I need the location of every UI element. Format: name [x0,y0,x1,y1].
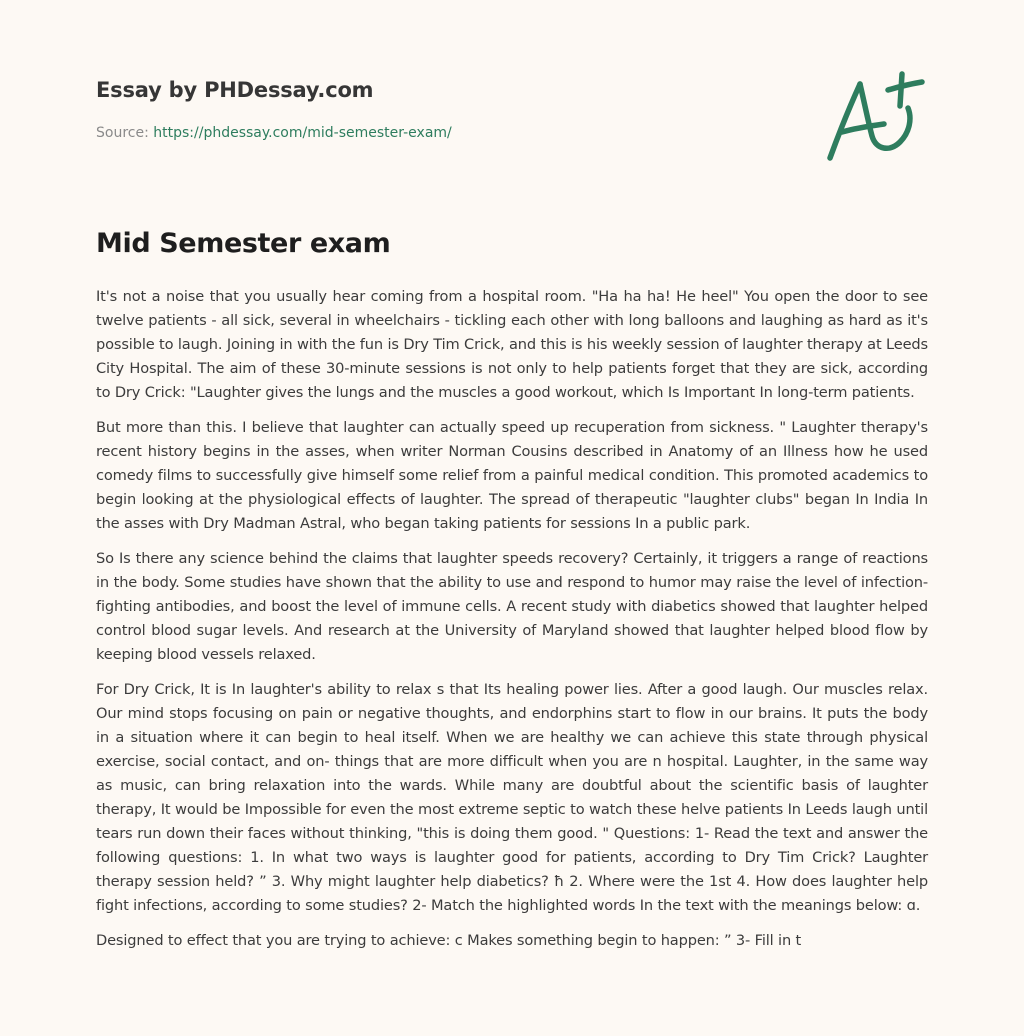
essay-header [96,76,928,142]
a-plus-grade-icon [820,66,930,166]
paragraph: Designed to effect that you are trying to achieve: c Makes something begin to happen: ” 3- Fill in t [96,932,802,949]
paragraph: For Dry Crick, It is In laughter's ability to relax s that Its healing power lies. After a good laugh. Our muscles relax. Our mind stops focusing on pain or negative thoughts, and endorphins start to flow in our brains. It puts the body in a situation where it can begin to heal itself. When we are healthy we can achieve this state through physical exercise, social contact, and on- things that are more difficult when you are n hospital. Laughter, in the same way as music, can bring relaxation into the wards. While many are doubtful about the scientific basis of laughter therapy, It would be Impossible for even the most extreme septic to watch these helve patients In Leeds laugh until tears run down their faces without thinking, "this is doing them good. " Questions: 1- Read the text and answer the following questions: 1. In what two ways is laughter good for patients, according to Dry Tim Crick? Laughter therapy session held? ” 3. Why might laughter help diabetics? ħ 2. Where were the 1st 4. How does laughter help fight infections, according to some studies? 2- Match the highlighted words In the text with the meanings below: ɑ. [96,681,928,914]
source-line [96,124,928,142]
source-label: Source: [96,125,149,141]
paragraph: It's not a noise that you usually hear coming from a hospital room. "Ha ha ha! He heel" You open the door to see twelve patients - all sick, several in wheelchairs - tickling each other with long balloons and laughing as hard as it's possible to laugh. Joining in with the fun is Dry Tim Crick, and this is his weekly session of laughter therapy at Leeds City Hospital. The aim of these 30-minute sessions is not only to help patients forget that they are sick, according to Dry Crick: "Laughter gives the lungs and the muscles a good workout, which Is Important In long-term patients. [96,288,928,401]
paragraph: So Is there any science behind the claims that laughter speeds recovery? Certainly, it triggers a range of reactions in the body. Some studies have shown that the ability to use and respond to humor may raise the level of infection-fighting antibodies, and boost the level of immune cells. A recent study with diabetics showed that laughter helped control blood sugar levels. And research at the University of Maryland showed that laughter helped blood flow by keeping blood vessels relaxed. [96,550,928,663]
document-title: Mid Semester exam [96,228,391,259]
paragraph: But more than this. I believe that laughter can actually speed up recuperation from sickness. " Laughter therapy's recent history begins in the asses, when writer Norman Cousins described in Anatomy of an Illness how he used comedy films to successfully give himself some relief from a painful medical condition. This promoted academics to begin looking at the physiological effects of laughter. The spread of therapeutic "laughter clubs" began In India In the asses with Dry Madman Astral, who began taking patients for sessions In a public park. [96,419,928,532]
essay-body [96,285,928,964]
site-brand: Essay by PHDessay.com [96,78,374,102]
source-link[interactable]: https://phdessay.com/mid-semester-exam/ [153,125,452,141]
